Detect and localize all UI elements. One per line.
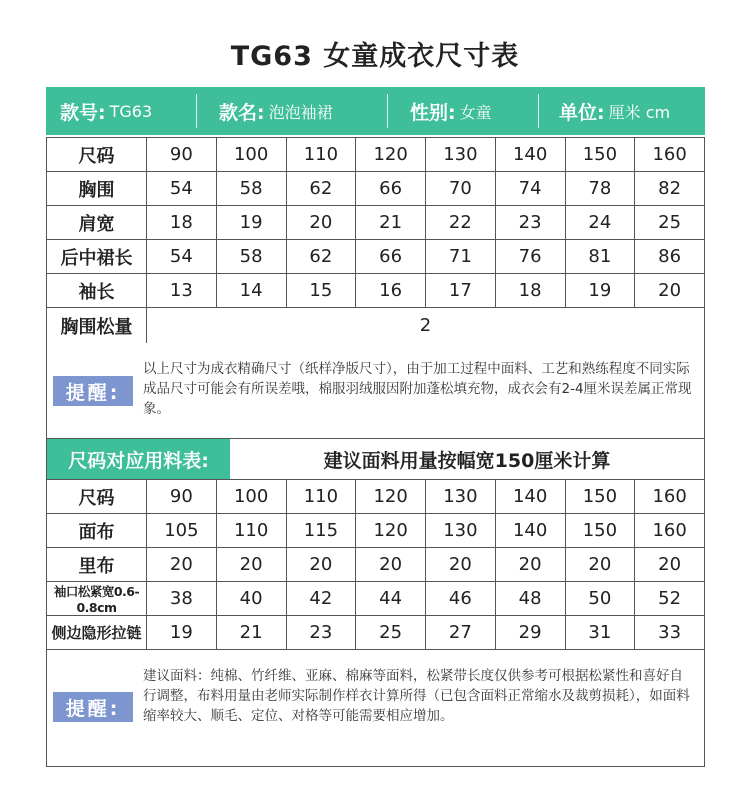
reminder-box-2 <box>46 650 705 767</box>
table-cell: 42 <box>286 582 356 616</box>
table-cell: 140 <box>495 138 565 172</box>
row-header: 尺码 <box>47 480 147 514</box>
ease-label: 胸围松量 <box>47 308 147 344</box>
style-no-label: 款号: <box>60 101 106 124</box>
table-cell: 21 <box>356 206 426 240</box>
table-cell: 20 <box>635 548 705 582</box>
table-row <box>47 548 705 582</box>
table-cell: 100 <box>216 480 286 514</box>
table-cell: 52 <box>635 582 705 616</box>
row-header: 里布 <box>47 548 147 582</box>
table-cell: 82 <box>635 172 705 206</box>
table-cell: 66 <box>356 240 426 274</box>
style-no-value: TG63 <box>109 101 153 121</box>
style-name-label: 款名: <box>219 101 265 124</box>
table-cell: 110 <box>286 138 356 172</box>
reminder-text: 建议面料：纯棉、竹纤维、亚麻、棉麻等面料，松紧带长度仅供参考可根据松紧性和喜好自行调整，布料用量由老师实际制作样衣计算所得（已包含面料正常缩水及裁剪损耗），如面料缩率较大、顺毛、定位、对格等可能需要相应增加。 <box>143 668 690 724</box>
row-header: 后中裙长 <box>47 240 147 274</box>
table-cell: 40 <box>216 582 286 616</box>
size-table <box>46 137 705 344</box>
table-cell: 50 <box>565 582 635 616</box>
table-cell: 100 <box>216 138 286 172</box>
table-cell: 115 <box>286 514 356 548</box>
table-cell: 20 <box>565 548 635 582</box>
row-header: 袖长 <box>47 274 147 308</box>
table-cell: 20 <box>356 548 426 582</box>
table-cell: 130 <box>426 480 496 514</box>
table-cell: 76 <box>495 240 565 274</box>
table-cell: 23 <box>286 616 356 650</box>
reminder-text: 以上尺寸为成衣精确尺寸（纸样净版尺寸），由于加工过程中面料、工艺和熟练程度不同实际成品尺寸可能会有所误差哦，棉服羽绒服因附加蓬松填充物，成衣会有2-4厘米误差属正常现象。 <box>143 361 692 417</box>
unit-field <box>539 87 704 135</box>
table-cell: 90 <box>147 480 217 514</box>
table-cell: 90 <box>147 138 217 172</box>
table-cell: 24 <box>565 206 635 240</box>
table-cell: 110 <box>216 514 286 548</box>
style-name-field <box>197 87 387 135</box>
table-cell: 16 <box>356 274 426 308</box>
table-cell: 18 <box>147 206 217 240</box>
style-name-value: 泡泡袖裙 <box>268 102 333 122</box>
table-cell: 54 <box>147 172 217 206</box>
table-cell: 25 <box>356 616 426 650</box>
ease-value: 2 <box>147 308 705 344</box>
row-header: 面布 <box>47 514 147 548</box>
table-row <box>47 616 705 650</box>
material-header <box>46 439 705 479</box>
table-cell: 38 <box>147 582 217 616</box>
table-cell: 20 <box>426 548 496 582</box>
table-cell: 58 <box>216 172 286 206</box>
table-cell: 46 <box>426 582 496 616</box>
ease-row <box>47 308 705 344</box>
table-cell: 25 <box>635 206 705 240</box>
table-cell: 33 <box>635 616 705 650</box>
unit-label: 单位: <box>559 101 605 124</box>
table-cell: 160 <box>635 514 705 548</box>
table-cell: 27 <box>426 616 496 650</box>
table-cell: 105 <box>147 514 217 548</box>
table-cell: 54 <box>147 240 217 274</box>
table-row <box>47 514 705 548</box>
table-cell: 120 <box>356 480 426 514</box>
gender-value: 女童 <box>459 102 492 122</box>
table-row <box>47 138 705 172</box>
table-cell: 110 <box>286 480 356 514</box>
table-row <box>47 582 705 616</box>
gender-label: 性别: <box>410 101 456 124</box>
table-cell: 150 <box>565 480 635 514</box>
reminder-tag: 提醒: <box>53 692 133 722</box>
table-cell: 140 <box>495 480 565 514</box>
table-cell: 78 <box>565 172 635 206</box>
table-cell: 150 <box>565 514 635 548</box>
table-cell: 20 <box>147 548 217 582</box>
table-cell: 120 <box>356 138 426 172</box>
table-cell: 17 <box>426 274 496 308</box>
row-header: 肩宽 <box>47 206 147 240</box>
product-info-bar <box>46 87 705 135</box>
table-cell: 74 <box>495 172 565 206</box>
row-header: 尺码 <box>47 138 147 172</box>
table-cell: 14 <box>216 274 286 308</box>
table-row <box>47 172 705 206</box>
table-cell: 20 <box>495 548 565 582</box>
table-cell: 19 <box>216 206 286 240</box>
table-cell: 71 <box>426 240 496 274</box>
table-cell: 62 <box>286 172 356 206</box>
table-row <box>47 206 705 240</box>
table-cell: 21 <box>216 616 286 650</box>
row-header: 侧边隐形拉链 <box>47 616 147 650</box>
table-cell: 31 <box>565 616 635 650</box>
reminder-box-1 <box>46 343 705 439</box>
table-row <box>47 240 705 274</box>
table-cell: 13 <box>147 274 217 308</box>
table-cell: 29 <box>495 616 565 650</box>
table-row <box>47 274 705 308</box>
table-cell: 160 <box>635 480 705 514</box>
table-cell: 20 <box>286 206 356 240</box>
gender-field <box>388 87 538 135</box>
table-cell: 70 <box>426 172 496 206</box>
unit-value: 厘米 cm <box>608 102 671 122</box>
table-row <box>47 480 705 514</box>
page-title: TG63 女童成衣尺寸表 <box>230 41 520 72</box>
row-header: 胸围 <box>47 172 147 206</box>
table-cell: 160 <box>635 138 705 172</box>
table-cell: 15 <box>286 274 356 308</box>
table-cell: 19 <box>147 616 217 650</box>
table-cell: 22 <box>426 206 496 240</box>
style-no-field <box>46 87 196 135</box>
table-cell: 120 <box>356 514 426 548</box>
table-cell: 150 <box>565 138 635 172</box>
table-cell: 86 <box>635 240 705 274</box>
table-cell: 20 <box>635 274 705 308</box>
table-cell: 20 <box>216 548 286 582</box>
table-cell: 48 <box>495 582 565 616</box>
row-header: 袖口松紧宽0.6-0.8cm <box>47 582 147 616</box>
material-basis-note: 建议面料用量按幅宽150厘米计算 <box>323 449 611 472</box>
table-cell: 66 <box>356 172 426 206</box>
table-cell: 19 <box>565 274 635 308</box>
table-cell: 18 <box>495 274 565 308</box>
material-table-label: 尺码对应用料表: <box>47 439 230 479</box>
table-cell: 130 <box>426 514 496 548</box>
table-cell: 44 <box>356 582 426 616</box>
table-cell: 23 <box>495 206 565 240</box>
material-table <box>46 479 705 650</box>
table-cell: 58 <box>216 240 286 274</box>
reminder-tag: 提醒: <box>53 376 133 406</box>
table-cell: 62 <box>286 240 356 274</box>
table-cell: 130 <box>426 138 496 172</box>
table-cell: 81 <box>565 240 635 274</box>
table-cell: 20 <box>286 548 356 582</box>
table-cell: 140 <box>495 514 565 548</box>
